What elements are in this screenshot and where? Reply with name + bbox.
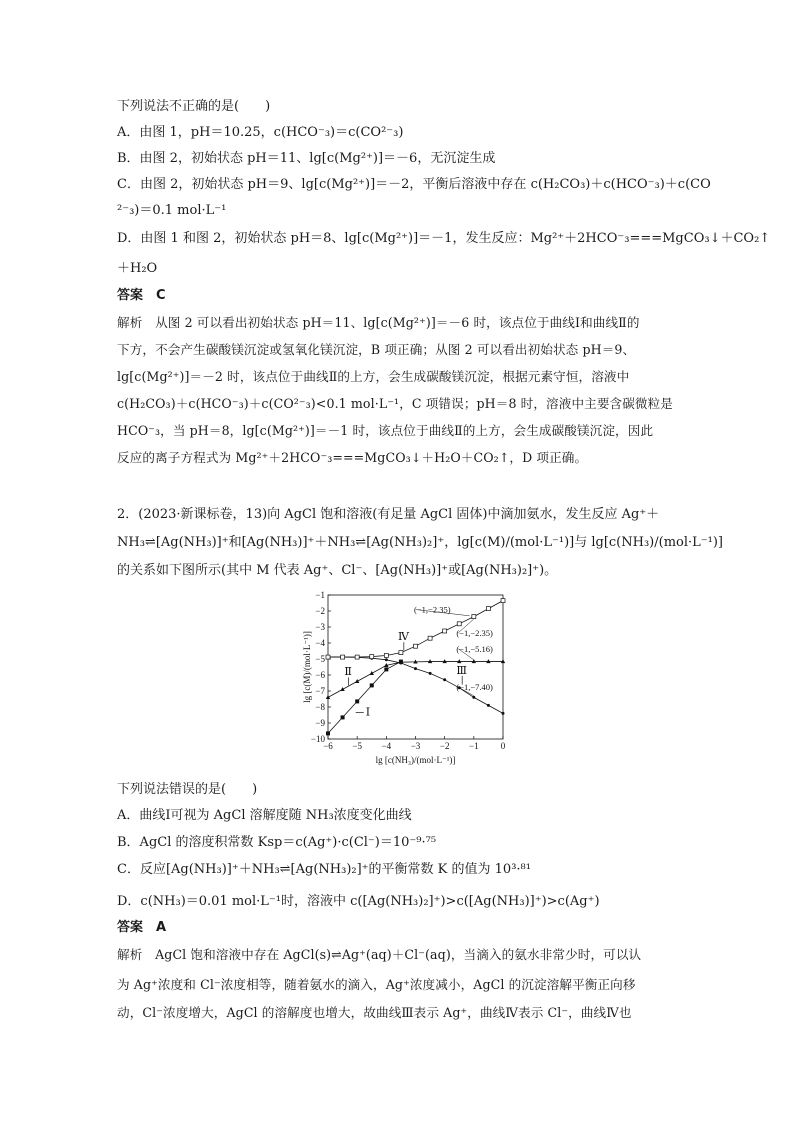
q2-explanation-line: 动，Cl⁻浓度增大，AgCl 的溶解度也增大，故曲线Ⅲ表示 Ag⁺，曲线Ⅳ表示 Cl⁻，曲线Ⅳ也 bbox=[117, 1005, 632, 1020]
x-tick-label: −2 bbox=[439, 741, 450, 751]
data-point bbox=[414, 644, 418, 648]
annotation-label: (−1,−2.35) bbox=[456, 627, 493, 638]
y-tick-label: −8 bbox=[315, 702, 325, 712]
data-point bbox=[384, 667, 388, 671]
q2-stem-line: 2．(2023·新课标卷，13)向 AgCl 饱和溶液(有足量 AgCl 固体)中滴加氨水，发生反应 Ag⁺＋ bbox=[117, 507, 660, 522]
q2-option-c: C．反应[Ag(NH₃)]⁺＋NH₃⇌[Ag(NH₃)₂]⁺的平衡常数 K 的值为 10³·⁸¹ bbox=[117, 862, 531, 877]
data-point bbox=[384, 653, 388, 657]
q1-option-b: B．由图 2，初始状态 pH＝11、lg[c(Mg²⁺)]＝－6，无沉淀生成 bbox=[117, 151, 496, 166]
q2-option-d: D．c(NH₃)＝0.01 mol·L⁻¹时，溶液中 c([Ag(NH₃)₂]⁺)>c([Ag(NH₃)]⁺)>c(Ag⁺) bbox=[117, 894, 600, 909]
q1-option-c-line2: ²⁻₃)＝0.1 mol·L⁻¹ bbox=[117, 203, 227, 218]
annotation-label: (−1,−7.40) bbox=[456, 682, 493, 693]
data-point bbox=[472, 615, 476, 619]
x-tick-label: 0 bbox=[500, 741, 506, 751]
x-tick-label: −4 bbox=[381, 741, 392, 751]
q2-explanation-line: 为 Ag⁺浓度和 Cl⁻浓度相等，随着氨水的滴入，Ag⁺浓度减小，AgCl 的沉淀溶解平衡正向移 bbox=[117, 977, 636, 992]
data-point bbox=[472, 696, 475, 699]
q1-explanation-line: 下方，不会产生碳酸镁沉淀或氢氧化镁沉淀，B 项正确；从图 2 可以看出初始状态 pH＝9、 bbox=[117, 342, 636, 357]
plot-frame bbox=[328, 595, 503, 739]
x-axis-label: lg [c(NH₃)/(mol·L⁻¹)] bbox=[375, 755, 456, 765]
data-point bbox=[428, 659, 432, 663]
x-tick-label: −5 bbox=[352, 741, 362, 751]
q2-stem-line: NH₃⇌[Ag(NH₃)]⁺和[Ag(NH₃)]⁺＋NH₃⇌[Ag(NH₃)₂]⁺，lg[c(M)/(mol·L⁻¹)]与 lg[c(NH₃)/(mol·L⁻¹)] bbox=[117, 535, 723, 550]
data-point bbox=[414, 667, 417, 670]
data-point bbox=[443, 629, 447, 633]
y-axis-label: lg [c(M)/(mol·L⁻¹)] bbox=[302, 631, 312, 703]
curve-label-III: Ⅲ bbox=[456, 665, 467, 678]
q1-explanation-line: c(H₂CO₃)＋c(HCO⁻₃)＋c(CO²⁻₃)<0.1 mol·L⁻¹，C 项错误；pH＝8 时，溶液中主要含碳微粒是 bbox=[117, 396, 673, 411]
curve-label-IV: Ⅳ bbox=[398, 630, 409, 643]
q1-option-c-line1: C．由图 2，初始状态 pH＝9、lg[c(Mg²⁺)]＝－2，平衡后溶液中存在 c(H₂CO₃)＋c(HCO⁻₃)＋c(CO bbox=[117, 177, 711, 192]
data-point bbox=[502, 712, 505, 715]
data-point bbox=[370, 683, 374, 687]
data-point bbox=[355, 655, 359, 659]
chart-svg bbox=[300, 589, 510, 771]
annotation-label: (−1,−2.35) bbox=[414, 604, 451, 615]
q1-explanation-line: lg[c(Mg²⁺)]＝－2 时，该点位于曲线Ⅱ的上方，会生成碳酸镁沉淀，根据元素守恒，溶液中 bbox=[117, 369, 630, 384]
y-tick-label: −9 bbox=[315, 718, 325, 728]
data-point bbox=[443, 678, 446, 681]
y-tick-label: −1 bbox=[315, 590, 325, 600]
data-point bbox=[399, 651, 403, 655]
q2-prompt: 下列说法错误的是( ) bbox=[117, 782, 258, 797]
data-point bbox=[355, 699, 359, 703]
data-point bbox=[341, 655, 345, 659]
data-point bbox=[428, 636, 432, 640]
y-tick-label: −10 bbox=[310, 734, 325, 744]
y-tick-label: −7 bbox=[315, 686, 325, 696]
x-tick-label: −3 bbox=[410, 741, 421, 751]
data-point bbox=[326, 731, 330, 735]
q2-option-b: B．AgCl 的溶度积常数 Ksp＝c(Ag⁺)·c(Cl⁻)＝10⁻⁹·⁷⁵ bbox=[117, 835, 437, 850]
y-tick-label: −3 bbox=[315, 622, 325, 632]
data-point bbox=[429, 672, 432, 675]
ammonia-chart bbox=[300, 589, 510, 771]
q1-option-d-line2: ＋H₂O bbox=[117, 261, 158, 276]
q1-explanation-line: HCO⁻₃，当 pH＝8，lg[c(Mg²⁺)]＝－1 时，该点位于曲线Ⅱ的上方，会生成碳酸镁沉淀，因此 bbox=[117, 423, 654, 438]
q2-stem-line: 的关系如下图所示(其中 M 代表 Ag⁺、Cl⁻、[Ag(NH₃)]⁺或[Ag(NH₃)₂]⁺)。 bbox=[117, 563, 558, 578]
curve-label-II: Ⅱ bbox=[344, 666, 352, 678]
q1-answer: 答案 C bbox=[117, 288, 166, 303]
curve-label-I: Ⅰ bbox=[365, 706, 371, 719]
series-line-Ⅰ bbox=[328, 662, 401, 734]
data-point bbox=[341, 715, 345, 719]
data-point bbox=[501, 599, 505, 603]
q1-explanation-line: 反应的离子方程式为 Mg²⁺＋2HCO⁻₃===MgCO₃↓＋H₂O＋CO₂↑，D 项正确。 bbox=[117, 450, 588, 465]
q1-explanation-line: 解析 从图 2 可以看出初始状态 pH＝11、lg[c(Mg²⁺)]＝－6 时，该点位于曲线Ⅰ和曲线Ⅱ的 bbox=[117, 315, 640, 330]
q1-option-d-line1: D．由图 1 和图 2，初始状态 pH＝8、lg[c(Mg²⁺)]＝－1，发生反应：Mg²⁺＋2HCO⁻₃===MgCO₃↓＋CO₂↑ bbox=[117, 231, 771, 246]
y-tick-label: −2 bbox=[315, 606, 325, 616]
data-point bbox=[370, 655, 374, 659]
y-tick-label: −5 bbox=[315, 654, 325, 664]
data-point bbox=[326, 655, 330, 659]
x-tick-label: −1 bbox=[469, 741, 479, 751]
q2-option-a: A．曲线Ⅰ可视为 AgCl 溶解度随 NH₃浓度变化曲线 bbox=[117, 808, 412, 823]
data-point bbox=[487, 704, 490, 707]
data-point bbox=[486, 607, 490, 611]
data-point bbox=[399, 662, 402, 665]
y-tick-label: −4 bbox=[315, 638, 325, 648]
q1-option-a: A．由图 1，pH＝10.25，c(HCO⁻₃)＝c(CO²⁻₃) bbox=[117, 125, 404, 140]
data-point bbox=[385, 658, 388, 661]
annotation-label: (−1,−5.16) bbox=[456, 643, 493, 654]
q2-answer: 答案 A bbox=[117, 920, 167, 935]
x-tick-label: −6 bbox=[323, 741, 333, 751]
y-tick-label: −6 bbox=[315, 670, 325, 680]
q2-explanation-line: 解析 AgCl 饱和溶液中存在 AgCl(s)⇌Ag⁺(aq)＋Cl⁻(aq)，当滴入的氨水非常少时，可以认 bbox=[117, 947, 642, 962]
data-point bbox=[457, 622, 461, 626]
q1-prompt: 下列说法不正确的是( ) bbox=[117, 99, 271, 114]
